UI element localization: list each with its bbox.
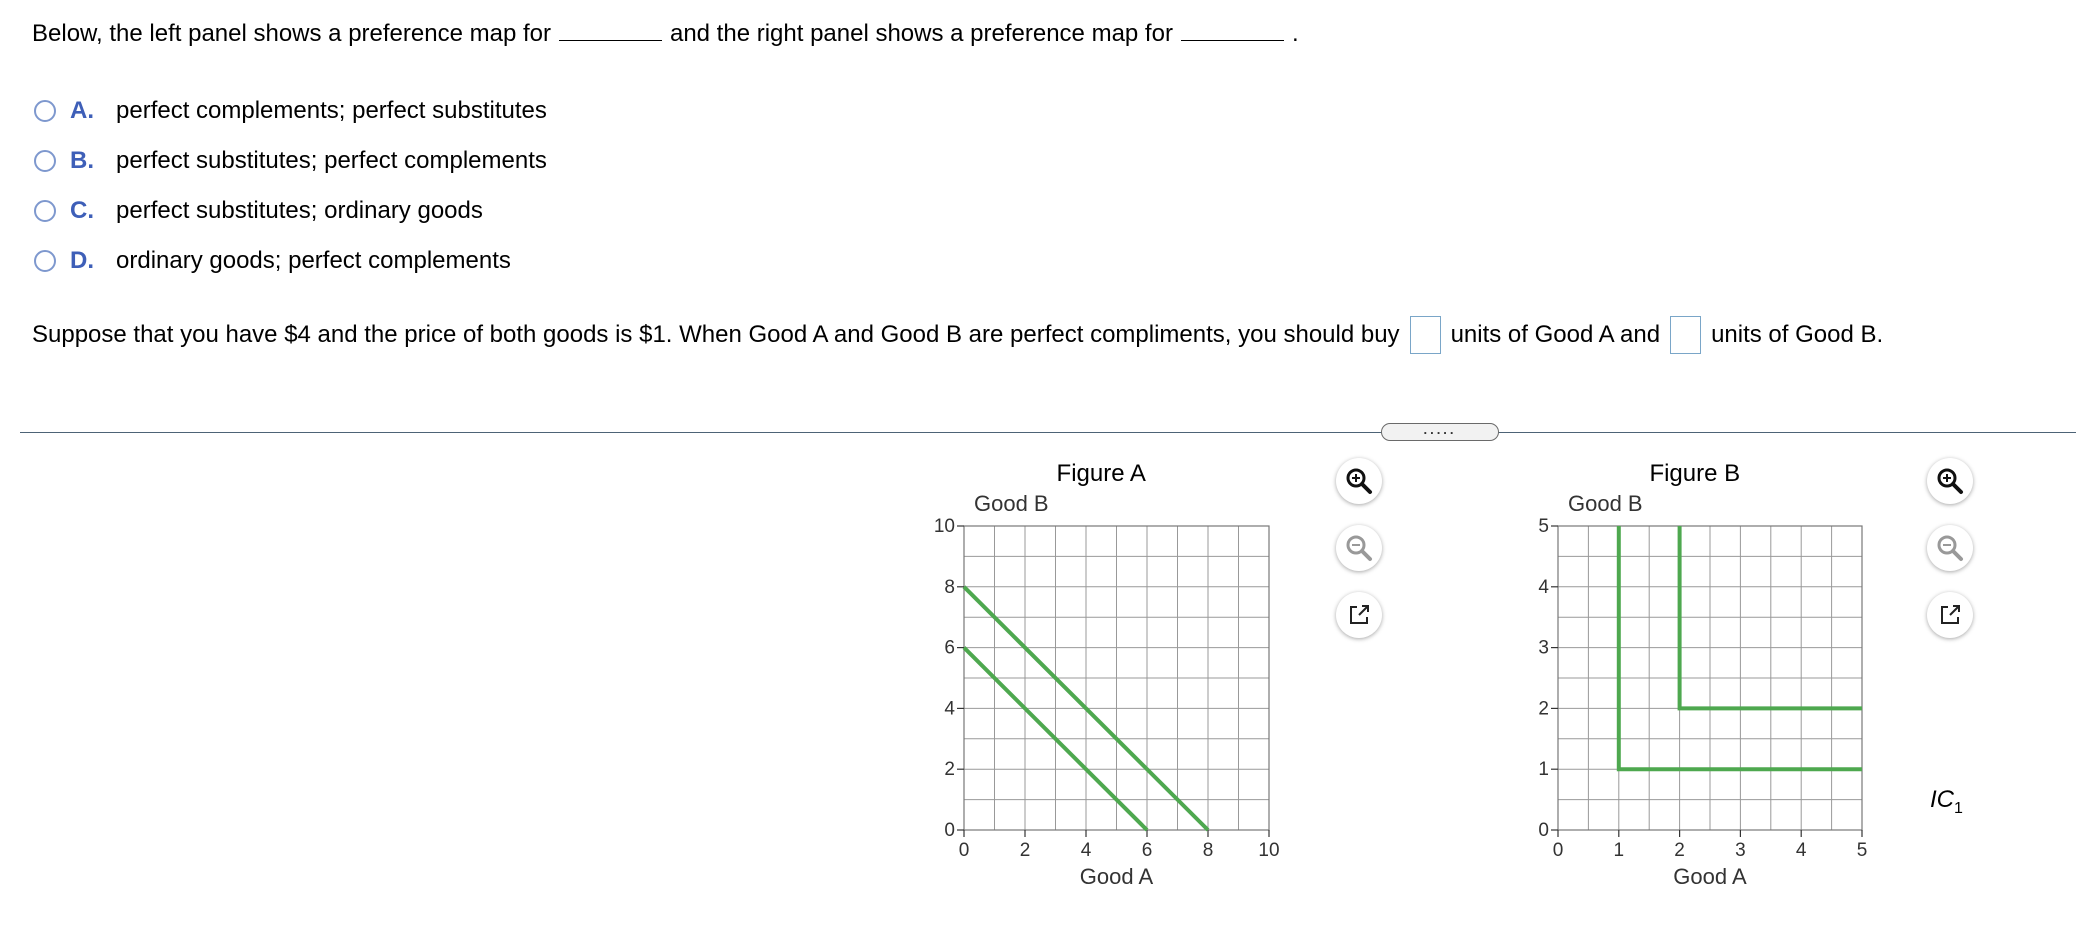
x-tick-label: 8 xyxy=(1202,840,1214,861)
option-b[interactable] xyxy=(34,136,547,186)
zoom-in-icon xyxy=(1935,466,1965,496)
option-letter: B. xyxy=(70,147,94,174)
y-tick-label: 0 xyxy=(944,820,955,841)
option-text: perfect substitutes; ordinary goods xyxy=(116,197,483,224)
question-text-middle: and the right panel shows a preference map for xyxy=(669,20,1173,47)
chart-title: Figure A xyxy=(1056,460,1146,487)
y-tick-label: 4 xyxy=(944,698,955,720)
zoom-out-icon xyxy=(1935,533,1965,563)
indifference-curve-2 xyxy=(964,587,1208,830)
option-c[interactable] xyxy=(34,186,547,236)
question2-part2: units of Good A and xyxy=(1450,321,1661,348)
good-a-units-input[interactable] xyxy=(1410,316,1441,354)
x-tick-label: 2 xyxy=(1019,840,1031,861)
chart-title: Figure B xyxy=(1649,460,1741,487)
plot-frame xyxy=(1558,526,1862,830)
x-tick-label: 2 xyxy=(1674,840,1685,861)
plot-frame xyxy=(964,526,1269,830)
open-external-icon xyxy=(1936,601,1964,629)
x-tick-label: 4 xyxy=(1795,840,1807,861)
option-a[interactable] xyxy=(34,86,547,136)
y-axis-label: Good B xyxy=(974,491,1049,516)
question-text-end: . xyxy=(1291,20,1299,47)
y-tick-label: 0 xyxy=(1538,820,1549,841)
blank-right-panel xyxy=(1181,18,1284,41)
open-external-icon xyxy=(1345,601,1373,629)
x-tick-label: 1 xyxy=(1613,840,1625,861)
y-axis-label: Good B xyxy=(1568,491,1643,516)
y-tick-label: 2 xyxy=(1538,698,1549,720)
option-a-radio[interactable] xyxy=(34,100,56,122)
question-preference-map xyxy=(32,18,1299,48)
x-tick-label: 6 xyxy=(1141,840,1153,861)
question-perfect-complements xyxy=(32,316,1883,354)
blank-left-panel xyxy=(559,18,662,41)
x-tick-label: 4 xyxy=(1080,840,1092,861)
x-tick-label: 5 xyxy=(1856,840,1868,861)
y-tick-label: 10 xyxy=(933,516,955,537)
y-tick-label: 8 xyxy=(944,576,955,598)
figure-b-zoom-in-button[interactable] xyxy=(1927,458,1973,504)
option-b-radio[interactable] xyxy=(34,150,56,172)
x-tick-label: 0 xyxy=(1552,840,1564,861)
x-tick-label: 0 xyxy=(958,840,970,861)
divider-drag-handle[interactable]: ..... xyxy=(1381,423,1499,441)
zoom-out-icon xyxy=(1344,533,1374,563)
x-tick-label: 3 xyxy=(1735,840,1746,861)
option-text: perfect substitutes; perfect complements xyxy=(116,147,547,174)
y-tick-label: 1 xyxy=(1538,759,1549,781)
figure-a-zoom-in-button[interactable] xyxy=(1336,458,1382,504)
option-text: perfect complements; perfect substitutes xyxy=(116,97,547,124)
option-letter: C. xyxy=(70,197,94,224)
y-tick-label: 4 xyxy=(1538,576,1549,598)
figure-a-zoom-out-button[interactable] xyxy=(1336,525,1382,571)
option-d-radio[interactable] xyxy=(34,250,56,272)
question2-part3: units of Good B. xyxy=(1711,321,1884,348)
indifference-curve-1 xyxy=(964,648,1147,830)
x-tick-label: 10 xyxy=(1258,840,1280,861)
figure-b-zoom-out-button[interactable] xyxy=(1927,525,1973,571)
indifference-curve-1 xyxy=(1619,526,1862,769)
good-b-units-input[interactable] xyxy=(1670,316,1701,354)
option-c-radio[interactable] xyxy=(34,200,56,222)
x-axis-label: Good A xyxy=(1673,864,1747,889)
y-tick-label: 3 xyxy=(1538,637,1549,659)
option-text: ordinary goods; perfect complements xyxy=(116,247,511,274)
figure-a-open-external-button[interactable] xyxy=(1336,592,1382,638)
ic1-label xyxy=(1930,786,1963,818)
y-tick-label: 2 xyxy=(944,759,955,781)
option-d[interactable] xyxy=(34,236,547,286)
option-letter: D. xyxy=(70,247,94,274)
section-divider xyxy=(20,432,2076,433)
answer-options xyxy=(34,86,547,286)
zoom-in-icon xyxy=(1344,466,1374,496)
question2-part1: Suppose that you have $4 and the price of both goods is $1. When Good A and Good B are perfect compliments, you should buy xyxy=(32,321,1400,348)
indifference-curve-2 xyxy=(1680,526,1862,708)
option-letter: A. xyxy=(70,97,94,124)
y-tick-label: 5 xyxy=(1538,516,1549,537)
question-text-before: Below, the left panel shows a preference map for xyxy=(32,20,551,47)
ic-label-text: IC xyxy=(1930,786,1954,813)
figure-b-open-external-button[interactable] xyxy=(1927,592,1973,638)
ic-label-subscript: 1 xyxy=(1954,799,1963,817)
x-axis-label: Good A xyxy=(1079,864,1154,889)
y-tick-label: 6 xyxy=(944,637,955,659)
